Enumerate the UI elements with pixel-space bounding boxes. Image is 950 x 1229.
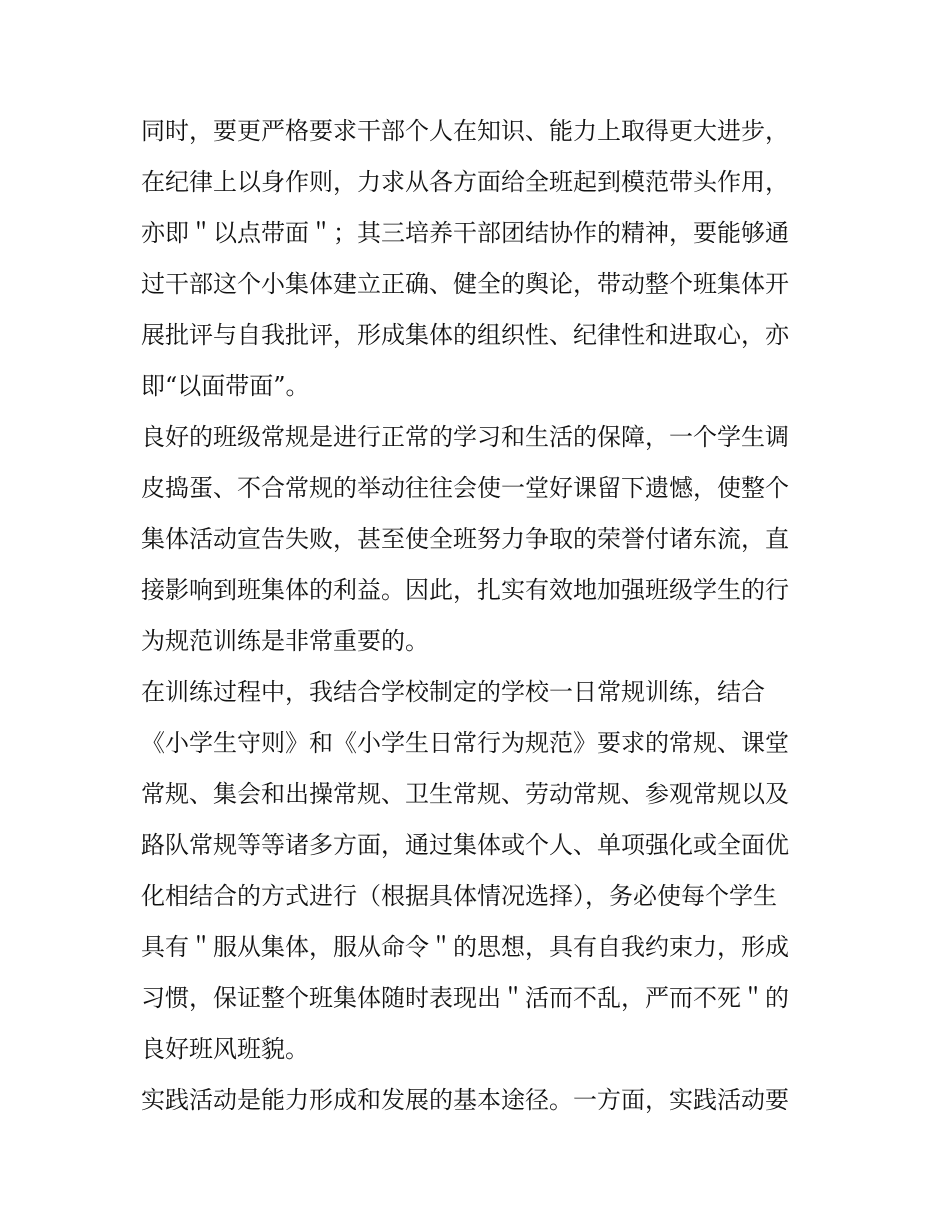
text-line: 在纪律上以身作则，力求从各方面给全班起到模范带头作用， — [141, 168, 789, 196]
text-line: 接影响到班集体的利益。因此，扎实有效地加强班级学生的行 — [141, 576, 789, 604]
text-line: 集体活动宣告失败，甚至使全班努力争取的荣誉付诸东流，直 — [141, 525, 789, 553]
text-line: 过干部这个小集体建立正确、健全的舆论，带动整个班集体开 — [141, 270, 789, 298]
text-line: 良好的班级常规是进行正常的学习和生活的保障，一个学生调 — [141, 423, 789, 451]
text-line: 良好班风班貌。 — [141, 1035, 309, 1063]
text-line: 《小学生守则》和《小学生日常行为规范》要求的常规、课堂 — [141, 729, 789, 757]
text-line: 化相结合的方式进行（根据具体情况选择），务必使每个学生 — [141, 882, 777, 910]
text-line: 实践活动是能力形成和发展的基本途径。一方面，实践活动要 — [141, 1086, 789, 1114]
text-line: 即“以面带面”。 — [141, 372, 310, 400]
paragraph-3 — [141, 667, 816, 1075]
text-line: 同时，要更严格要求干部个人在知识、能力上取得更大进步， — [141, 117, 789, 145]
text-line: 路队常规等等诸多方面，通过集体或个人、单项强化或全面优 — [141, 831, 789, 859]
paragraph-2 — [141, 412, 816, 667]
text-line: 具有＂服从集体，服从命令＂的思想，具有自我约束力，形成 — [141, 933, 789, 961]
text-line: 为规范训练是非常重要的。 — [141, 627, 429, 655]
text-line: 展批评与自我批评，形成集体的组织性、纪律性和进取心，亦 — [141, 321, 789, 349]
text-line: 皮捣蛋、不合常规的举动往往会使一堂好课留下遗憾，使整个 — [141, 474, 789, 502]
text-line: 亦即＂以点带面＂；其三培养干部团结协作的精神，要能够通 — [141, 219, 789, 247]
paragraph-1 — [141, 106, 816, 412]
document-body — [141, 106, 816, 1126]
text-line: 习惯，保证整个班集体随时表现出＂活而不乱，严而不死＂的 — [141, 984, 789, 1012]
text-line: 常规、集会和出操常规、卫生常规、劳动常规、参观常规以及 — [141, 780, 789, 808]
paragraph-4 — [141, 1075, 816, 1126]
text-line: 在训练过程中，我结合学校制定的学校一日常规训练，结合 — [141, 678, 765, 706]
